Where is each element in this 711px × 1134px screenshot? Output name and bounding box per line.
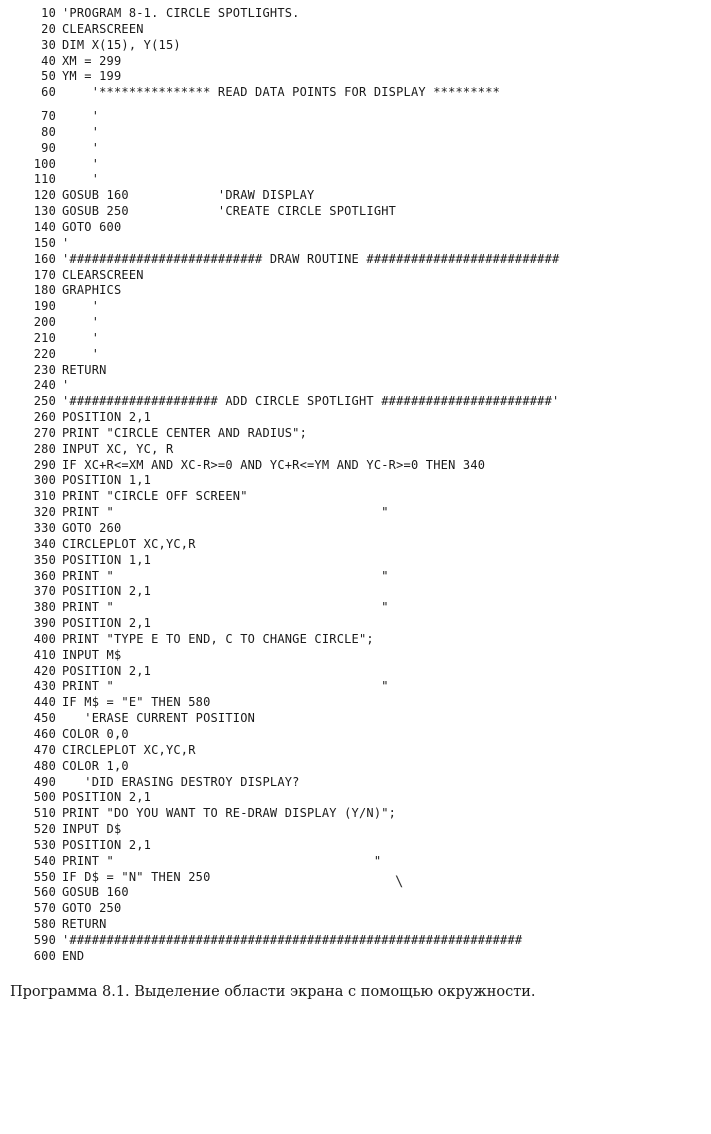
code-line [10,790,700,806]
code-line [10,157,700,173]
line-number: 40 [41,53,56,68]
line-text: PRINT "DO YOU WANT TO RE-DRAW DISPLAY (Y/N)"; [62,806,397,821]
line-text: ' [62,140,100,155]
line-text: PRINT " " [62,568,389,583]
line-text: 'DID ERASING DESTROY DISPLAY? [62,774,300,789]
line-text: GOSUB 160 'DRAW DISPLAY [62,188,315,203]
line-text: RETURN [62,362,107,377]
code-line [10,378,700,394]
code-line [10,489,700,505]
line-number: 380 [33,600,56,615]
code-line [10,537,700,553]
code-line [10,806,700,822]
line-text: GRAPHICS [62,283,122,298]
line-text: ' [62,330,100,345]
line-text: GOTO 260 [62,521,122,535]
code-line [10,917,700,933]
code-line [10,347,700,363]
line-text: POSITION 2,1 [62,584,152,599]
code-line [10,283,700,299]
line-number: 60 [41,85,56,100]
code-line [10,6,700,22]
code-line [10,236,700,252]
code-line [10,331,700,347]
code-line [10,616,700,632]
line-number: 320 [33,505,56,520]
code-line [10,85,700,101]
code-line [10,458,700,474]
code-line [10,315,700,331]
line-number: 160 [33,251,56,266]
line-text: 'PROGRAM 8-1. CIRCLE SPOTLIGHTS. [62,6,300,20]
line-number: 580 [33,917,56,932]
code-line [10,363,700,379]
code-line [10,822,700,838]
line-number: 130 [33,204,56,219]
line-number: 310 [33,489,56,504]
line-number: 250 [33,394,56,409]
code-line [10,679,700,695]
code-line [10,54,700,70]
code-line [10,870,700,886]
code-line [10,838,700,854]
line-number: 370 [33,584,56,599]
line-text: PRINT "CIRCLE CENTER AND RADIUS"; [62,425,308,440]
code-line [10,172,700,188]
line-text: '#################### ADD CIRCLE SPOTLIGHT #######################' [62,394,560,409]
stray-mark: \ [395,874,404,890]
line-number: 300 [33,473,56,488]
line-number: 470 [33,742,56,757]
line-number: 100 [33,156,56,171]
line-number: 570 [33,901,56,916]
code-line [10,648,700,664]
code-line [10,759,700,775]
line-number: 590 [33,932,56,947]
line-number: 350 [33,552,56,567]
code-line [10,553,700,569]
line-number: 410 [33,647,56,662]
line-number: 360 [33,568,56,583]
line-text: PRINT "CIRCLE OFF SCREEN" [62,489,248,504]
line-number: 120 [33,188,56,203]
line-number: 450 [33,711,56,726]
code-line [10,220,700,236]
code-line [10,711,700,727]
code-line [10,569,700,585]
line-number: 110 [33,172,56,187]
line-text: POSITION 1,1 [62,552,152,567]
line-number: 80 [41,124,56,139]
line-text: ' [62,299,100,314]
code-line [10,69,700,85]
code-line [10,505,700,521]
line-number: 510 [33,806,56,821]
line-text: PRINT " " [62,600,389,615]
code-line [10,204,700,220]
line-text: '########################## DRAW ROUTINE ########################## [62,251,560,266]
line-number: 280 [33,441,56,456]
line-text: POSITION 2,1 [62,837,152,852]
line-number: 170 [33,267,56,282]
line-text: IF XC+R<=XM AND XC-R>=0 AND YC+R<=YM AND YC-R>=0 THEN 340 [62,457,486,472]
line-number: 460 [33,726,56,741]
line-number: 540 [33,853,56,868]
code-line [10,727,700,743]
code-line [10,141,700,157]
code-line [10,933,700,949]
line-text: POSITION 2,1 [62,616,152,631]
line-number: 440 [33,695,56,710]
line-number: 70 [41,109,56,124]
line-number: 420 [33,663,56,678]
code-line [10,109,700,125]
program-listing [10,6,700,965]
line-text: PRINT " " [62,853,382,868]
line-text: PRINT " " [62,505,389,520]
code-line [10,188,700,204]
line-text: IF M$ = "E" THEN 580 [62,695,211,710]
line-number: 190 [33,299,56,314]
line-number: 330 [33,521,56,535]
code-line [10,268,700,284]
line-text: END [62,948,85,963]
line-text: GOTO 600 [62,219,122,234]
line-text: IF D$ = "N" THEN 250 [62,869,211,884]
line-number: 340 [33,536,56,551]
listing-gap [10,101,700,109]
line-text: ' [62,315,100,330]
line-number: 220 [33,346,56,361]
code-line [10,743,700,759]
line-number: 20 [41,21,56,36]
line-number: 500 [33,790,56,805]
line-number: 150 [33,235,56,250]
code-line [10,901,700,917]
code-line [10,410,700,426]
line-text: RETURN [62,917,107,932]
code-line [10,394,700,410]
line-text: YM = 199 [62,69,122,84]
code-line [10,949,700,965]
code-line [10,854,700,870]
line-number: 270 [33,425,56,440]
line-text: ' [62,172,100,187]
line-number: 180 [33,283,56,298]
code-line [10,299,700,315]
line-text: INPUT D$ [62,822,122,837]
line-number: 520 [33,822,56,837]
code-line [10,584,700,600]
line-text: CIRCLEPLOT XC,YC,R [62,536,196,551]
line-number: 90 [41,140,56,155]
line-number: 10 [41,6,56,20]
program-caption: Программа 8.1. Выделение области экрана с помощью окружности. [10,984,536,1000]
line-number: 30 [41,37,56,52]
line-number: 200 [33,315,56,330]
line-number: 390 [33,616,56,631]
line-number: 560 [33,885,56,900]
code-line [10,473,700,489]
code-line [10,22,700,38]
code-line [10,426,700,442]
code-line [10,695,700,711]
line-text: '*************** READ DATA POINTS FOR DISPLAY ********* [62,85,501,100]
line-text: XM = 299 [62,53,122,68]
code-line [10,38,700,54]
line-number: 600 [33,948,56,963]
line-number: 290 [33,457,56,472]
code-line [10,521,700,537]
line-text: COLOR 1,0 [62,758,129,773]
line-number: 400 [33,631,56,646]
line-text: 'ERASE CURRENT POSITION [62,711,256,726]
line-text: POSITION 1,1 [62,473,152,488]
line-text: GOSUB 160 [62,885,129,900]
line-number: 140 [33,219,56,234]
code-line [10,600,700,616]
line-number: 480 [33,758,56,773]
code-line [10,885,700,901]
line-text: ' [62,156,100,171]
line-number: 230 [33,362,56,377]
line-number: 260 [33,410,56,425]
line-number: 430 [33,679,56,694]
line-text: INPUT M$ [62,647,122,662]
code-line [10,775,700,791]
line-number: 50 [41,69,56,84]
line-number: 210 [33,330,56,345]
line-text: ' [62,346,100,361]
line-text: PRINT " " [62,679,389,694]
line-text: '############################################################# [62,932,523,947]
line-text: ' [62,109,100,124]
line-text: ' [62,124,100,139]
line-text: ' [62,235,70,250]
line-text: COLOR 0,0 [62,726,129,741]
line-number: 550 [33,869,56,884]
code-line [10,632,700,648]
line-number: 240 [33,378,56,393]
line-text: GOSUB 250 'CREATE CIRCLE SPOTLIGHT [62,204,397,219]
line-text: CLEARSCREEN [62,21,144,36]
line-text: CIRCLEPLOT XC,YC,R [62,742,196,757]
line-text: POSITION 2,1 [62,663,152,678]
code-line [10,442,700,458]
code-line [10,252,700,268]
line-text: GOTO 250 [62,901,122,916]
line-text: POSITION 2,1 [62,790,152,805]
line-number: 490 [33,774,56,789]
line-text: INPUT XC, YC, R [62,441,174,456]
line-number: 530 [33,837,56,852]
code-line [10,664,700,680]
line-text: DIM X(15), Y(15) [62,37,181,52]
line-text: ' [62,378,70,393]
code-line [10,125,700,141]
line-text: POSITION 2,1 [62,410,152,425]
line-text: CLEARSCREEN [62,267,144,282]
line-text: PRINT "TYPE E TO END, C TO CHANGE CIRCLE"; [62,631,374,646]
